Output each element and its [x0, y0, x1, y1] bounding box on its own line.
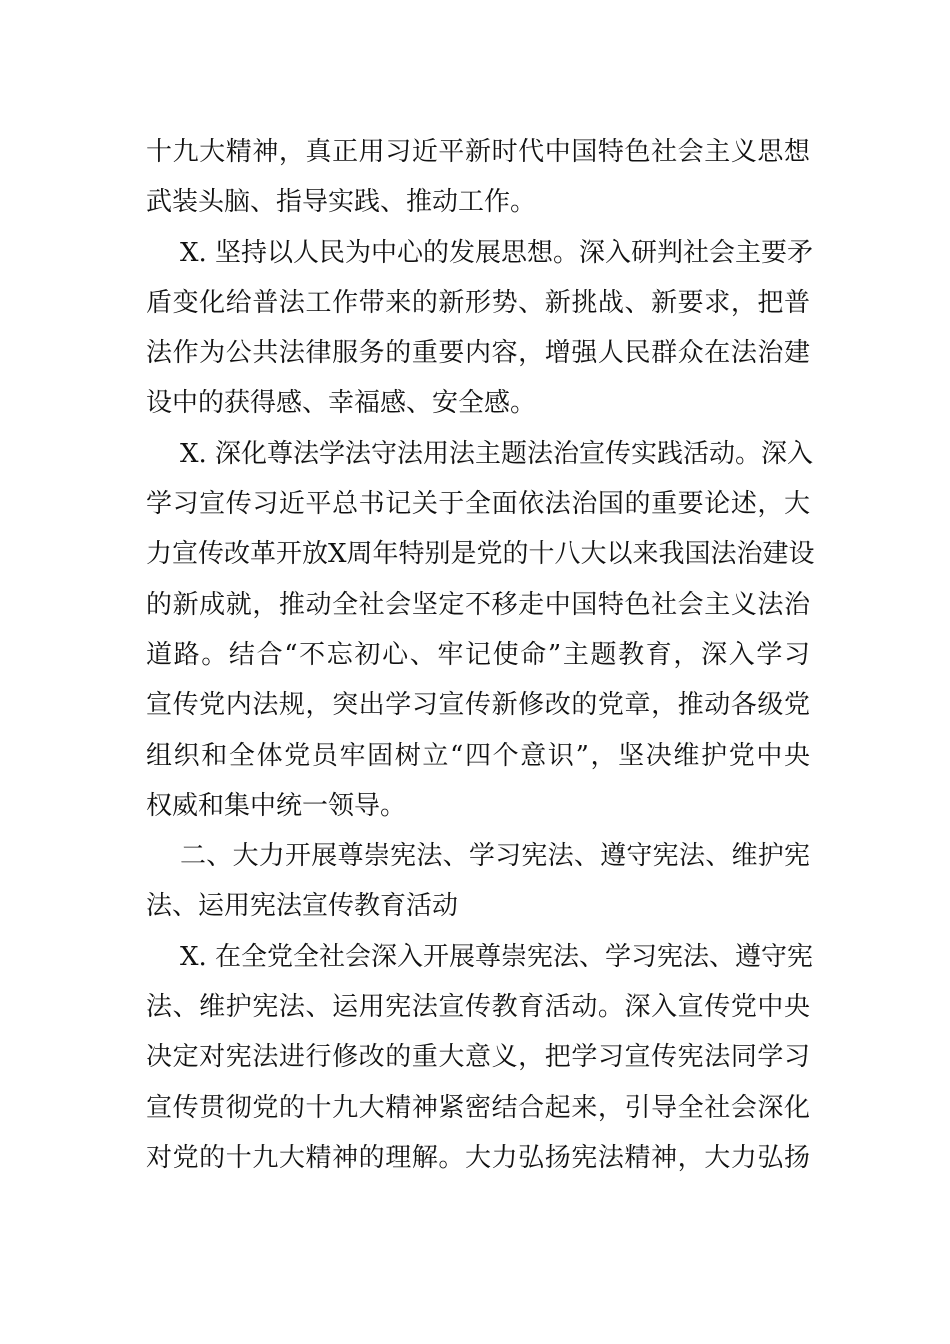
- text-line-20: 宣传贯彻党的十九大精神紧密结合起来，引导全社会深化: [146, 1092, 810, 1123]
- text-line-3: X. 坚持以人民为中心的发展思想。深入研判社会主要矛: [180, 237, 814, 268]
- text-line-6: 设中的获得感、幸福感、安全感。: [146, 388, 537, 419]
- text-line-13: 组织和全体党员牢固树立“四个意识”，坚决维护党中央: [146, 740, 810, 771]
- text-line-17: X. 在全党全社会深入开展尊崇宪法、学习宪法、遵守宪: [180, 941, 814, 972]
- text-line-9: 力宣传改革开放X周年特别是党的十八大以来我国法治建设: [146, 539, 815, 570]
- section-heading-line-2: 法、运用宪法宣传教育活动: [146, 891, 459, 922]
- text-line-5: 法作为公共法律服务的重要内容，增强人民群众在法治建: [146, 338, 810, 369]
- text-line-19: 决定对宪法进行修改的重大意义，把学习宣传宪法同学习: [146, 1042, 810, 1073]
- document-body: [146, 127, 815, 1183]
- text-line-18: 法、维护宪法、运用宪法宣传教育活动。深入宣传党中央: [146, 992, 810, 1023]
- text-line-11: 道路。结合“不忘初心、牢记使命”主题教育，深入学习: [146, 639, 810, 670]
- text-line-10: 的新成就，推动全社会坚定不移走中国特色社会主义法治: [146, 589, 810, 620]
- text-line-14: 权威和集中统一领导。: [146, 790, 407, 821]
- text-line-8: 学习宣传习近平总书记关于全面依法治国的重要论述，大: [146, 489, 810, 520]
- text-line-1: 十九大精神，真正用习近平新时代中国特色社会主义思想: [146, 137, 810, 167]
- text-line-4: 盾变化给普法工作带来的新形势、新挑战、新要求，把普: [146, 287, 810, 318]
- section-heading-line-1: 二、大力开展尊崇宪法、学习宪法、遵守宪法、维护宪: [180, 841, 810, 872]
- text-line-21: 对党的十九大精神的理解。大力弘扬宪法精神，大力弘扬: [146, 1142, 810, 1173]
- text-line-7: X. 深化尊法学法守法用法主题法治宣传实践活动。深入: [180, 438, 814, 469]
- text-line-2: 武装头脑、指导实践、推动工作。: [146, 187, 537, 218]
- text-line-12: 宣传党内法规，突出学习宣传新修改的党章，推动各级党: [146, 690, 810, 721]
